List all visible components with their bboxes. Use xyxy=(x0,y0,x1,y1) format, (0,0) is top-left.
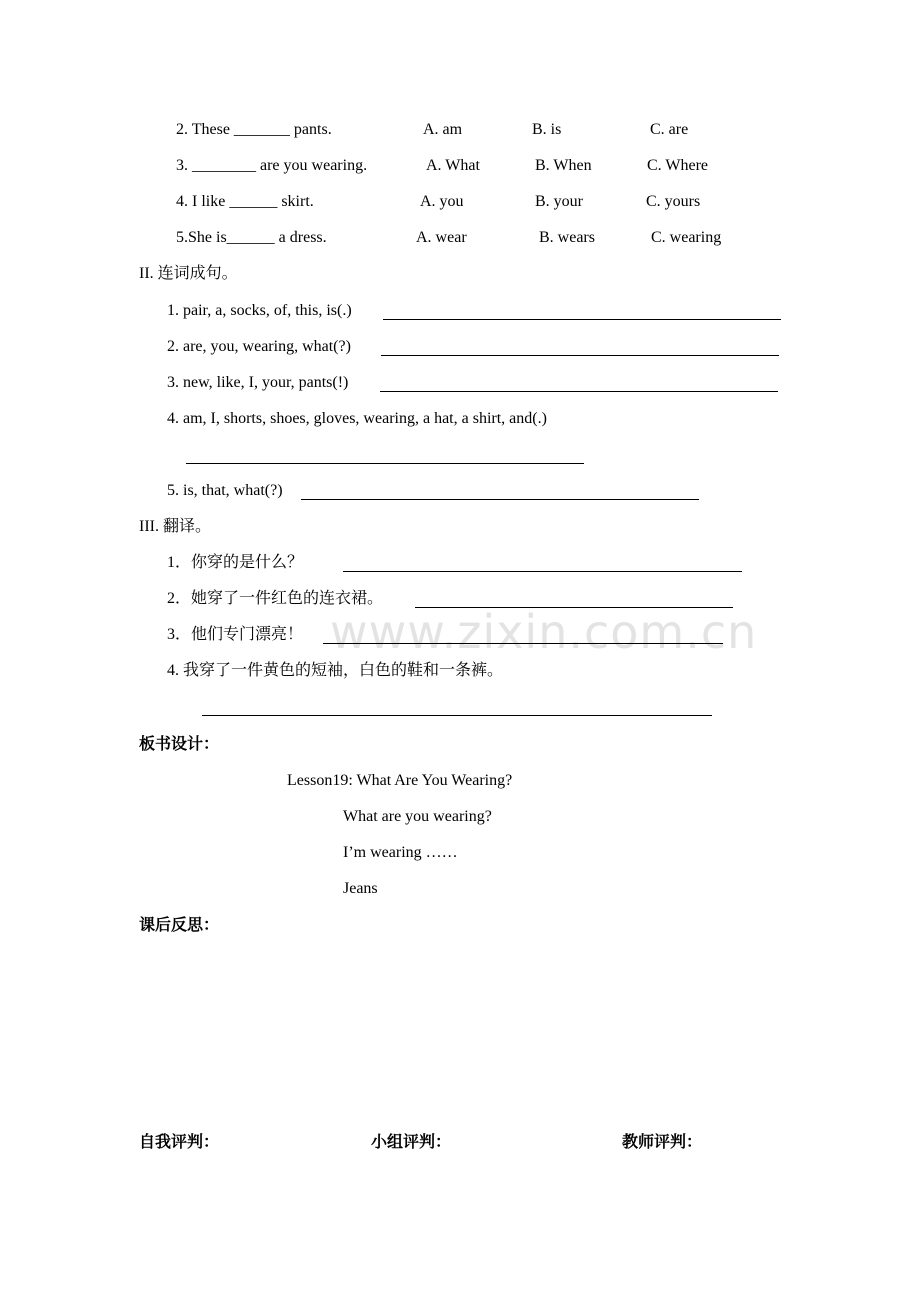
teacher-evaluation-label: 教师评判： xyxy=(622,1134,703,1151)
option-a: A. you xyxy=(420,193,464,210)
reorder-item-5: 5. is, that, what(?) xyxy=(167,482,283,499)
option-b: B. When xyxy=(535,157,592,174)
option-c: C. Where xyxy=(647,157,709,174)
lesson-title: Lesson19: What Are You Wearing? xyxy=(287,772,513,789)
option-b: B. is xyxy=(532,121,562,138)
option-c: C. are xyxy=(650,121,689,138)
reflection-heading: 课后反思： xyxy=(139,917,220,934)
section-iii-heading: III. 翻译。 xyxy=(139,518,211,535)
option-a: A. What xyxy=(426,157,480,174)
translate-item-4: 4. 我穿了一件黄色的短袖，白色的鞋和一条裤。 xyxy=(167,662,504,679)
reorder-item-3: 3. new, like, I, your, pants(!) xyxy=(167,374,349,391)
reorder-item-4: 4. am, I, shorts, shoes, gloves, wearing, a hat, a shirt, and(.) xyxy=(167,410,547,427)
option-b: B. wears xyxy=(539,229,595,246)
answer-line[interactable] xyxy=(301,499,699,500)
answer-line[interactable] xyxy=(380,391,778,392)
answer-line[interactable] xyxy=(323,643,723,644)
group-evaluation-label: 小组评判： xyxy=(371,1134,452,1151)
translate-item-1: 1．你穿的是什么？ xyxy=(167,554,304,571)
reorder-item-1: 1. pair, a, socks, of, this, is(.) xyxy=(167,302,352,319)
board-line: I’m wearing …… xyxy=(343,844,458,861)
option-a: A. am xyxy=(423,121,463,138)
option-a: A. wear xyxy=(416,229,467,246)
translate-item-3: 3．他们专门漂亮！ xyxy=(167,626,304,643)
answer-line[interactable] xyxy=(381,355,779,356)
watermark: www.zixin.com.cn xyxy=(330,605,758,659)
board-design-heading: 板书设计： xyxy=(139,736,220,753)
reorder-item-2: 2. are, you, wearing, what(?) xyxy=(167,338,351,355)
section-ii-heading: II. 连词成句。 xyxy=(139,265,238,282)
option-b: B. your xyxy=(535,193,583,210)
answer-line[interactable] xyxy=(186,463,584,464)
question-5: 5.She is______ a dress. xyxy=(176,229,327,246)
self-evaluation-label: 自我评判： xyxy=(139,1134,220,1151)
answer-line[interactable] xyxy=(202,715,712,716)
answer-line[interactable] xyxy=(383,319,781,320)
translate-item-2: 2．她穿了一件红色的连衣裙。 xyxy=(167,590,384,607)
board-line: What are you wearing? xyxy=(343,808,492,825)
answer-line[interactable] xyxy=(343,571,742,572)
answer-line[interactable] xyxy=(415,607,733,608)
option-c: C. wearing xyxy=(651,229,722,246)
question-4: 4. I like ______ skirt. xyxy=(176,193,314,210)
board-line: Jeans xyxy=(343,880,378,897)
question-2: 2. These _______ pants. xyxy=(176,121,332,138)
question-3: 3. ________ are you wearing. xyxy=(176,157,368,174)
option-c: C. yours xyxy=(646,193,701,210)
